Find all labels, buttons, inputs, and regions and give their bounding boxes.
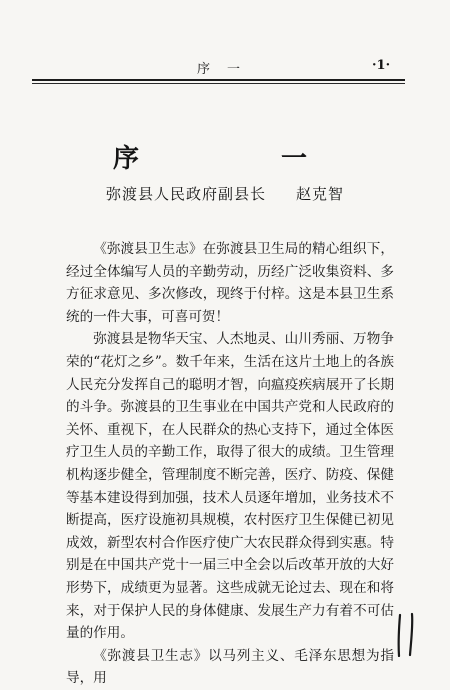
running-title: 序 一 [197,62,243,77]
paragraph-2: 弥渡县是物华天宝、人杰地灵、山川秀丽、万物争荣的“花灯之乡”。数千年来，生活在这片土地上的各族人民充分发挥自己的聪明才智，向瘟疫疾病展开了长期的斗争。弥渡县的卫生事业在中国共产党和人民政府的关怀、重视下，在人民群众的热心支持下，通过全体医疗卫生人员的辛勤工作，取得了很大的成绩。卫生管理机构逐步健全，管理制度不断完善，医疗、防疫、保健等基本建设得到加强，技术人员逐年增加，业务技术不断提高，医疗设施初具规模，农村医疗卫生保健已初见成效，新型农村合作医疗使广大农民群众得到实惠。特别是在中国共产党十一届三中全会以后改革开放的大好形势下，成绩更为显著。这些成就无论过去、现在和将来，对于保护人民的身体健康、发展生产力有着不可估量的作用。 [66,331,394,642]
running-header [32,58,405,80]
section-title: 序 一 [112,144,337,174]
page-number: ·1· [372,58,391,73]
author-role: 弥渡县人民政府副县长 [105,185,266,203]
header-rule [32,79,405,81]
byline [0,183,450,204]
body-text [66,238,394,690]
paragraph-1: 《弥渡县卫生志》在弥渡县卫生局的精心组织下，经过全体编写人员的辛勤劳动，历经广泛收集资料、多方征求意见、多次修改，现终于付梓。这是本县卫生系统的一件大事，可喜可贺！ [66,241,394,325]
author-name: 赵克智 [296,185,345,203]
header-rule-thin [32,83,405,84]
handwritten-mark [392,612,422,657]
paragraph-3: 《弥渡县卫生志》以马列主义、毛泽东思想为指导，用 [66,647,394,687]
